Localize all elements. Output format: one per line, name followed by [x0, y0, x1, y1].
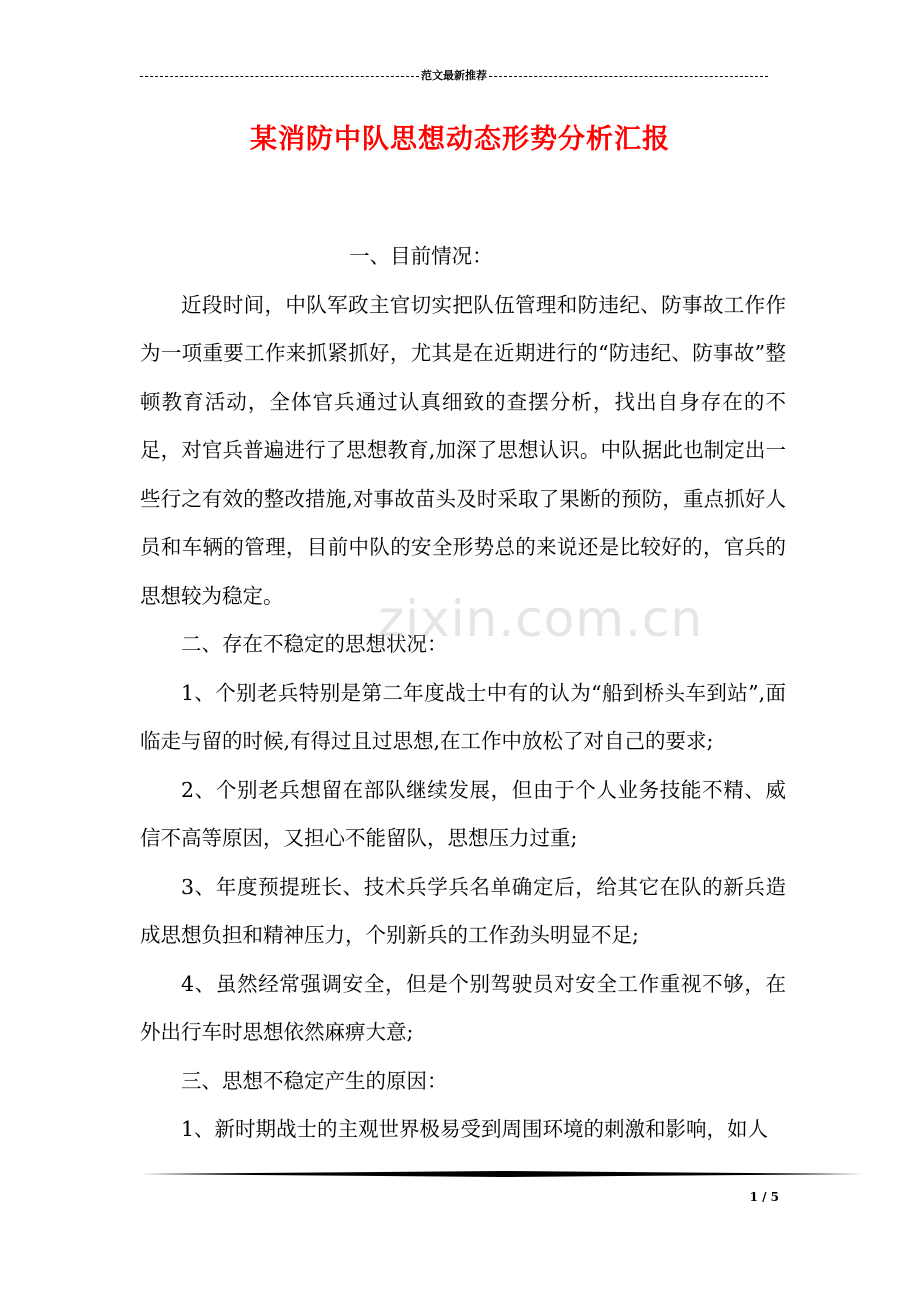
paragraph-current-situation: 近段时间，中队军政主官切实把队伍管理和防违纪、防事故工作作为一项重要工作来抓紧抓好，尤其是在近期进行的“防违纪、防事故”整顿教育活动，全体官兵通过认真细致的查摆分析，找出自身存在的不足，对官兵普遍进行了思想教育,加深了思想认识。中队据此也制定出一些行之有效的整改措施,对事故苗头及时采取了果断的预防，重点抓好人员和车辆的管理，目前中队的安全形势总的来说还是比较好的，官兵的思想较为稳定。	[140, 292, 786, 608]
page-header	[140, 66, 768, 86]
section-heading-causes: 三、思想不稳定产生的原因：	[181, 1068, 448, 1093]
footer-rule	[140, 1171, 864, 1177]
header-label: 范文最新推荐	[421, 69, 487, 82]
header-dashes-left	[140, 76, 419, 77]
section-heading-current-situation: 一、目前情况：	[349, 244, 493, 268]
list-item-1: 1、个别老兵特别是第二年度战士中有的认为“船到桥头车到站”,面临走与留的时候,有得过且过思想,在工作中放松了对自己的要求;	[140, 680, 786, 753]
document-body	[140, 232, 786, 1154]
section-heading-unstable-thoughts: 二、存在不稳定的思想状况：	[181, 632, 448, 656]
list-item-2: 2、个别老兵想留在部队继续发展，但由于个人业务技能不精、威信不高等原因，又担心不能留队，思想压力过重;	[140, 777, 786, 850]
list-item-4: 4、虽然经常强调安全，但是个别驾驶员对安全工作重视不够，在外出行车时思想依然麻痹大意;	[140, 971, 786, 1044]
header-dashes-right	[489, 76, 768, 77]
document-title: 某消防中队思想动态形势分析汇报	[250, 124, 670, 155]
watermark: zixin.com.cn	[378, 590, 704, 648]
list-item-causes-1: 1、新时期战士的主观世界极易受到周围环境的刺激和影响，如人	[181, 1117, 769, 1141]
page-number: 1 / 5	[749, 1190, 779, 1204]
list-item-3: 3、年度预提班长、技术兵学兵名单确定后，给其它在队的新兵造成思想负担和精神压力，个别新兵的工作劲头明显不足;	[140, 874, 786, 947]
footer-rule-shape	[140, 1171, 864, 1177]
